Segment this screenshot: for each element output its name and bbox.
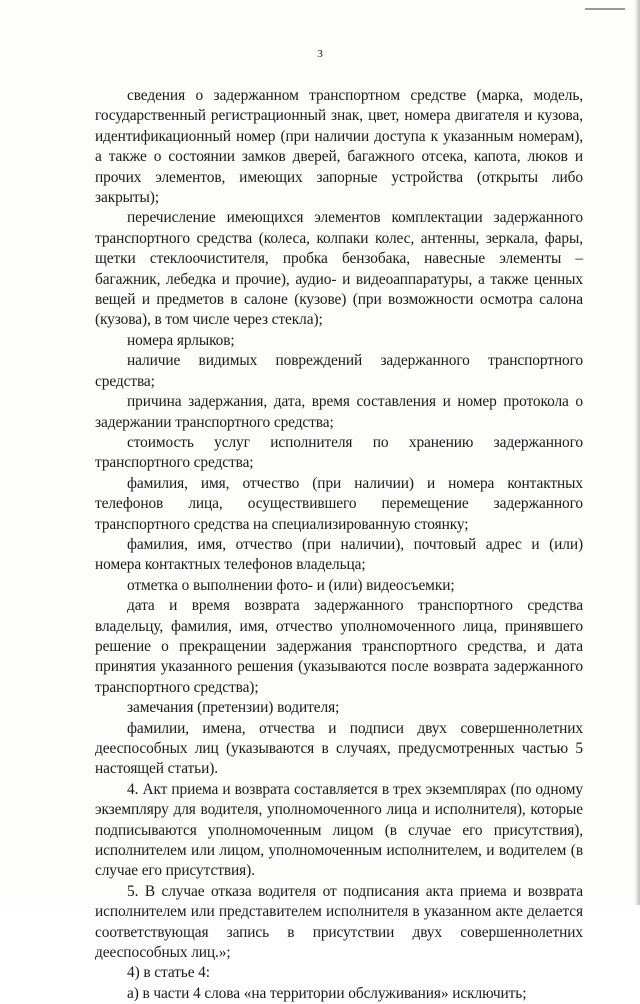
paragraph-vehicle-details: сведения о задержанном транспортном средстве (марка, модель, государственный регистрационный знак, цвет, номера двигателя и кузова, идентификационный номер (при наличии доступа к указанным номерам), а также о состоянии замков дверей, багажного отсека, капота, люков и прочих элементов, имеющих запорные устройства (открыты либо закрыты); (95, 87, 583, 207)
paragraph-transporter-contact: фамилия, имя, отчество (при наличии) и номера контактных телефонов лица, осуществившего перемещение задержанного транспортного средства на специализированную стоянку; (95, 474, 583, 533)
page-number: 3 (317, 48, 323, 60)
paragraph-storage-cost: стоимость услуг исполнителя по хранению задержанного транспортного средства; (95, 433, 583, 472)
paragraph-detention-reason: причина задержания, дата, время составления и номер протокола о задержании транспортного средства; (95, 393, 583, 431)
document-body (95, 86, 583, 1004)
paragraph-equipment-list: перечисление имеющихся элементов комплектации задержанного транспортного средства (колеса, колпаки колес, антенны, зеркала, фары, щетки стеклоочистителя, пробка бензобака, навесные элементы – багажник, лебедка и прочие), аудио- и видеоаппаратуры, а также ценных вещей и предметов в салоне (кузове) (при возможности осмотра салона (кузова), в том числе через стекла); (95, 209, 583, 329)
paragraph-owner-contact: фамилия, имя, отчество (при наличии), почтовый адрес и (или) номера контактных телефонов владельца; (95, 535, 583, 574)
scan-edge-shadow (634, 0, 640, 905)
paragraph-label-numbers: номера ярлыков; (127, 331, 235, 349)
paragraph-witnesses: фамилии, имена, отчества и подписи двух совершеннолетних дееспособных лиц (указываются в случаях, предусмотренных частью 5 настоящей статьи). (95, 719, 583, 778)
paragraph-visible-damage: наличие видимых повреждений задержанного транспортного средства; (95, 352, 583, 390)
paragraph-article-4-part-4: а) в части 4 слова «на территории обслуживания» исключить; (127, 984, 527, 1002)
paragraph-driver-remarks: замечания (претензии) водителя; (127, 699, 340, 717)
paragraph-article-4: 4) в статье 4: (127, 964, 210, 982)
paragraph-clause-4: 4. Акт приема и возврата составляется в трех экземплярах (по одному экземпляру для водителя, уполномоченного лица и исполнителя), которые подписываются уполномоченным лицом (в случае его присутствия), исполнителем или лицом, уполномоченным исполнителем, и водителем (в случае его присутствия). (95, 780, 583, 880)
scan-mark (585, 8, 625, 10)
paragraph-photo-video-mark: отметка о выполнении фото- и (или) видеосъемки; (127, 576, 455, 594)
paragraph-return-details: дата и время возврата задержанного транспортного средства владельцу, фамилия, имя, отчество уполномоченного лица, принявшего решение о прекращении задержания транспортного средства, и дата принятия указанного решения (указываются после возврата задержанного транспортного средства); (95, 597, 583, 696)
paragraph-clause-5: 5. В случае отказа водителя от подписания акта приема и возврата исполнителем или представителем исполнителя в указанном акте делается соответствующая запись в присутствии двух совершеннолетних дееспособных лиц.»; (95, 882, 583, 962)
